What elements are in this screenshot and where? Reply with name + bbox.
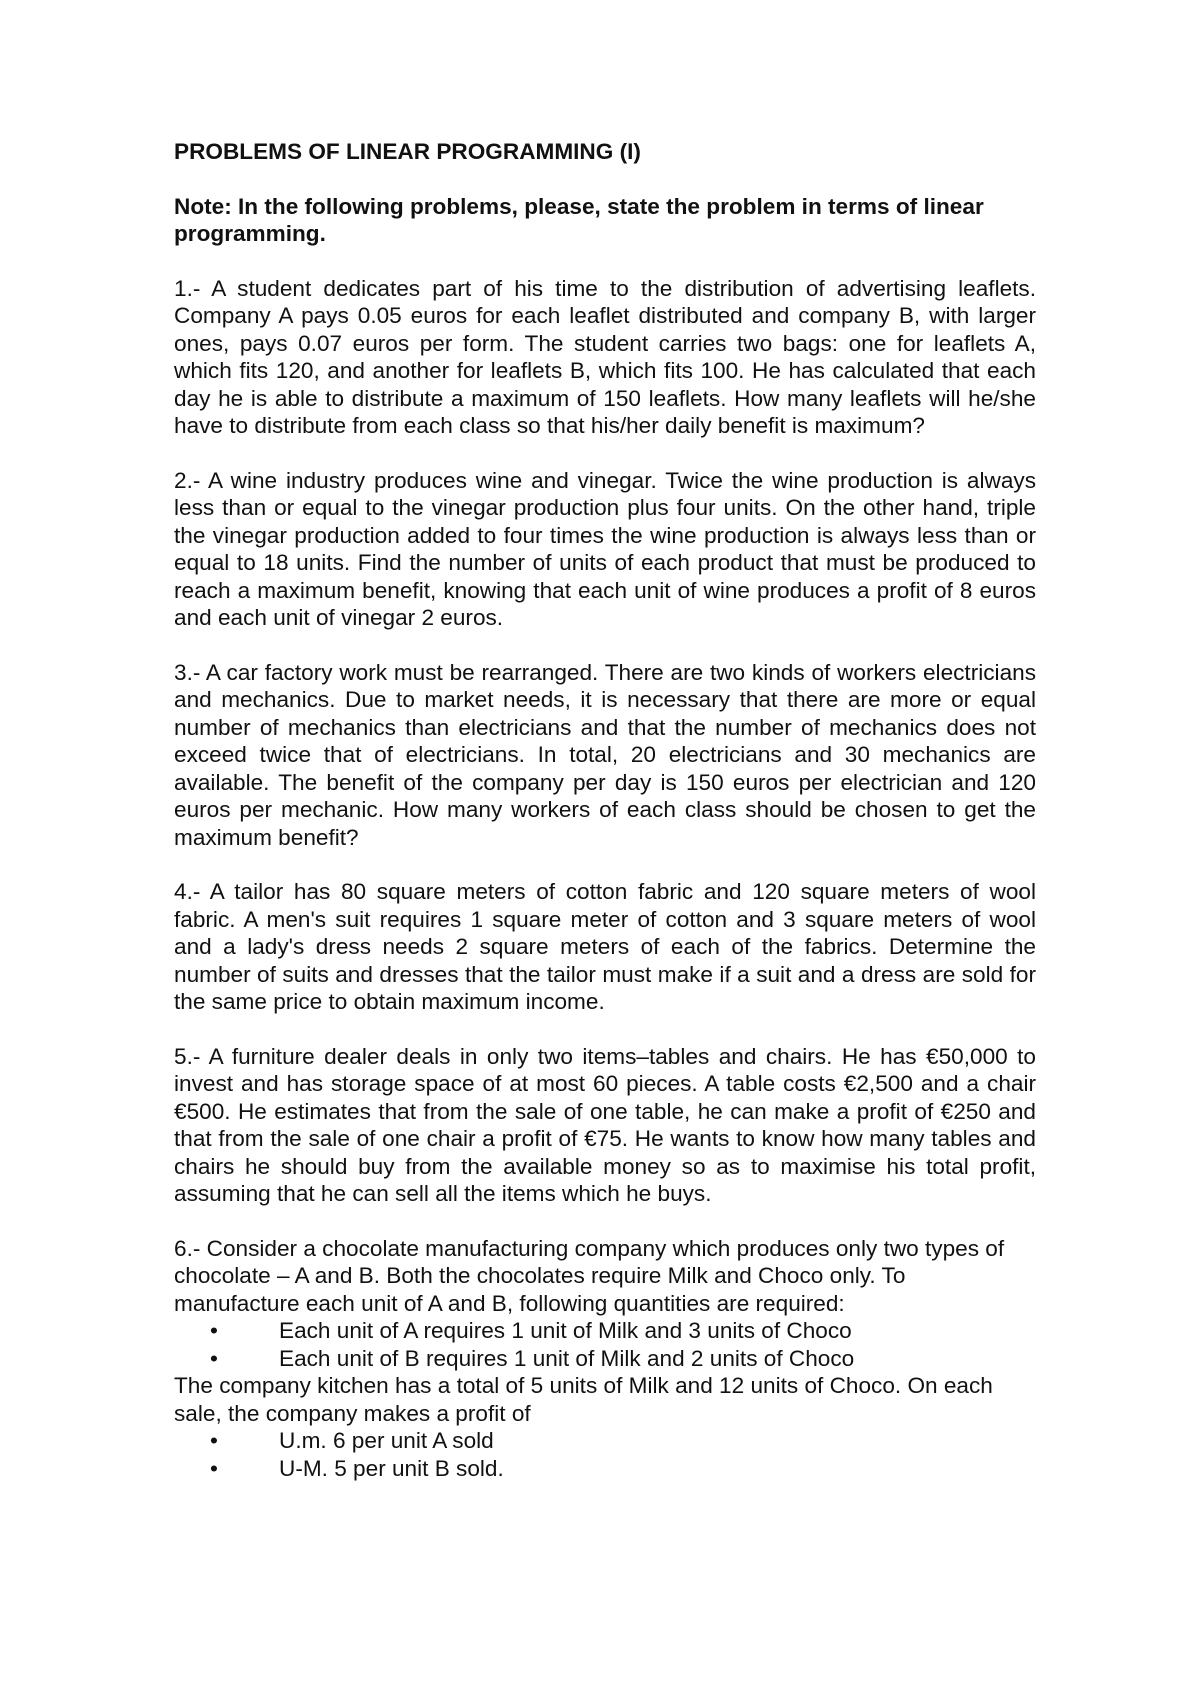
problem-5: 5.- A furniture dealer deals in only two items–tables and chairs. He has €50,000 to invest and has storage space of at most 60 pieces. A table costs €2,500 and a chair €500. He estimates that from the sale of one table, he can make a profit of €250 and that from the sale of one chair a profit of €75. He wants to know how many tables and chairs he should buy from the available money so as to maximise his total profit, assuming that he can sell all the items which he buys. bbox=[174, 1043, 1036, 1206]
list-item bbox=[174, 1427, 1036, 1455]
problem-3: 3.- A car factory work must be rearranged. There are two kinds of workers electricians and mechanics. Due to market needs, it is necessary that there are more or equal number of mechanics than electricians and that the number of mechanics does not exceed twice that of electricians. In total, 20 electricians and 30 mechanics are available. The benefit of the company per day is 150 euros per electrician and 120 euros per mechanic. How many workers of each class should be chosen to get the maximum benefit? bbox=[174, 659, 1036, 850]
list-item bbox=[174, 1455, 1036, 1483]
problem-2: 2.- A wine industry produces wine and vinegar. Twice the wine production is always less than or equal to the vinegar production plus four units. On the other hand, triple the vinegar production added to four times the wine production is always less than or equal to 18 units. Find the number of units of each product that must be produced to reach a maximum benefit, knowing that each unit of wine produces a profit of 8 euros and each unit of vinegar 2 euros. bbox=[174, 467, 1036, 630]
bullet-icon: • bbox=[210, 1455, 218, 1481]
profits-list bbox=[174, 1427, 1036, 1482]
instruction-note: Note: In the following problems, please, state the problem in terms of linear programming. bbox=[174, 193, 984, 246]
requirement-text: Each unit of B requires 1 unit of Milk and 2 units of Choco bbox=[279, 1345, 855, 1371]
profit-text: U.m. 6 per unit A sold bbox=[279, 1428, 494, 1453]
requirements-list bbox=[174, 1317, 1036, 1372]
document-page bbox=[174, 138, 1036, 1482]
document-title: PROBLEMS OF LINEAR PROGRAMMING (I) bbox=[174, 139, 641, 164]
profit-text: U-M. 5 per unit B sold. bbox=[279, 1455, 504, 1481]
problem-1: 1.- A student dedicates part of his time to the distribution of advertising leaflets. Company A pays 0.05 euros for each leaflet distributed and company B, with larger ones, pays 0.07 euros per form. The student carries two bags: one for leaflets A, which fits 120, and another for leaflets B, which fits 100. He has calculated that each day he is able to distribute a maximum of 150 leaflets. How many leaflets will he/she have to distribute from each class so that his/her daily benefit is maximum? bbox=[174, 275, 1036, 438]
problem-6-intro: 6.- Consider a chocolate manufacturing company which produces only two types of chocolate – A and B. Both the chocolates require Milk and Choco only. To manufacture each unit of A and B, following quantities are required: bbox=[174, 1235, 1005, 1316]
bullet-icon: • bbox=[210, 1345, 218, 1371]
bullet-icon: • bbox=[210, 1428, 218, 1453]
list-item bbox=[174, 1317, 1036, 1345]
problem-6 bbox=[174, 1235, 1036, 1483]
problem-4: 4.- A tailor has 80 square meters of cotton fabric and 120 square meters of wool fabric. A men's suit requires 1 square meter of cotton and 3 square meters of wool and a lady's dress needs 2 square meters of each of the fabrics. Determine the number of suits and dresses that the tailor must make if a suit and a dress are sold for the same price to obtain maximum income. bbox=[174, 879, 1036, 1014]
requirement-text: Each unit of A requires 1 unit of Milk and 3 units of Choco bbox=[279, 1318, 852, 1343]
problem-6-middle: The company kitchen has a total of 5 units of Milk and 12 units of Choco. On each sale, the company makes a profit of bbox=[174, 1373, 993, 1426]
bullet-icon: • bbox=[210, 1318, 218, 1343]
list-item bbox=[174, 1345, 1036, 1373]
